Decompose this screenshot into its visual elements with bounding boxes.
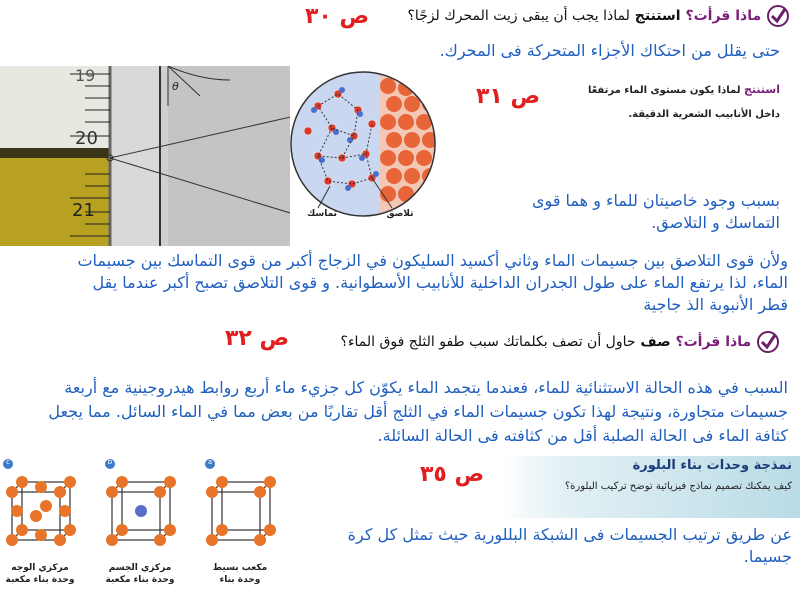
capillary-photo bbox=[0, 66, 290, 246]
answer-2-long bbox=[8, 250, 788, 316]
cell-letter-c: c bbox=[6, 458, 10, 466]
caption-body-centered bbox=[100, 562, 180, 586]
caption-face-centered-line2: وحدة بناء مكعبة bbox=[5, 575, 75, 585]
question-2-text-line2: داخل الأنابيب الشعرية الدقيقة. bbox=[628, 109, 780, 120]
scale-20: 20 bbox=[75, 128, 98, 149]
answer-4-line1: عن طريق ترتيب الجسيمات فى الشبكة البللورية حيث تمثل كل كرة bbox=[347, 525, 792, 544]
unit-cells-figure bbox=[0, 456, 290, 596]
answer-2-long-line2: الماء، لذا يرتفع الماء على طول الجدران الداخلية للأنابيب الأسطوانية. و قوى التلاصق تصبح أكبر عندما يقل bbox=[92, 273, 788, 292]
question-3-text: حاول أن تصف بكلماتك سبب طفو الثلج فوق الماء؟ bbox=[340, 334, 636, 350]
answer-4-line2: جسيما. bbox=[743, 547, 792, 566]
page-ref-35: ص ٣٥ bbox=[420, 462, 485, 487]
question-3 bbox=[300, 330, 780, 354]
answer-2-long-line3: قطر الأنبوبة الذ جاجية bbox=[643, 295, 788, 314]
caption-face-centered bbox=[0, 562, 80, 586]
scale-21: 21 bbox=[72, 200, 95, 221]
question-3-verb: صف bbox=[640, 334, 671, 350]
question-1 bbox=[370, 4, 790, 28]
caption-simple-cubic-line1: مكعب بسيط bbox=[212, 563, 268, 573]
lab-title: نمذجة وحدات بناء البلورة bbox=[632, 458, 792, 473]
page-ref-30: ص ٣٠ bbox=[305, 4, 370, 29]
theta-label: θ bbox=[172, 80, 179, 93]
caption-simple-cubic-line2: وحدة بناء bbox=[219, 575, 261, 585]
answer-3-line2: جسيمات متجاورة، ونتيجة لهذا تكون جسيمات الماء في الثلج أقل تقاربًا من بعض مما في الماء السائل. مما يجعل bbox=[48, 402, 788, 421]
checkmark-icon bbox=[766, 4, 790, 28]
cohesion-label: تماسك bbox=[306, 209, 338, 219]
answer-3 bbox=[2, 376, 788, 448]
lab-box bbox=[500, 456, 800, 518]
cell-letter-b: b bbox=[107, 458, 113, 466]
answer-4 bbox=[272, 524, 792, 568]
molecular-zoom-diagram bbox=[288, 66, 438, 226]
answer-2-short-line1: بسبب وجود خاصيتان للماء و هما قوى bbox=[532, 191, 780, 210]
cell-letter-a: a bbox=[207, 458, 213, 466]
answer-1: حتى يقلل من احتكاك الأجزاء المتحركة فى المحرك. bbox=[439, 41, 780, 60]
lab-question: كيف يمكنك تصميم نماذج فيزيائية توضح تركيب البلورة؟ bbox=[564, 481, 792, 492]
checkmark-icon bbox=[756, 330, 780, 354]
question-2-text-line1: لماذا يكون مستوى الماء مرتفعًا bbox=[588, 85, 741, 96]
page-ref-31: ص ٣١ bbox=[476, 84, 541, 109]
caption-body-centered-line2: وحدة بناء مكعبة bbox=[105, 575, 175, 585]
question-1-heading: ماذا قرأت؟ bbox=[685, 8, 762, 24]
question-1-text: لماذا يجب أن يبقى زيت المحرك لزجًا؟ bbox=[407, 8, 630, 24]
answer-3-line1: السبب في هذه الحالة الاستثنائية للماء، فعندما يتجمد الماء يكوّن كل جزيء ماء أربع روابط هيدروجينية مع أربعة bbox=[64, 378, 788, 397]
answer-2-short bbox=[450, 190, 780, 234]
answer-2-long-line1: ولأن قوى التلاصق بين جسيمات الماء وثاني أكسيد السليكون في الزجاج أكبر من قوى التماسك بين جسيمات bbox=[77, 251, 788, 270]
caption-face-centered-line1: مركزي الوجه bbox=[11, 563, 69, 573]
caption-body-centered-line1: مركزي الجسم bbox=[108, 563, 172, 573]
caption-simple-cubic bbox=[200, 562, 280, 586]
question-3-heading: ماذا قرأت؟ bbox=[675, 334, 752, 350]
scale-19: 19 bbox=[75, 66, 96, 85]
question-2 bbox=[580, 82, 780, 123]
page-ref-32: ص ٣٢ bbox=[225, 326, 290, 351]
question-2-verb: استنتج bbox=[744, 83, 780, 96]
adhesion-label: تلاصق bbox=[386, 209, 414, 219]
question-1-verb: استنتج bbox=[634, 8, 681, 24]
answer-3-line3: كثافة الماء فى الحالة الصلبة أقل من كثافته فى الحالة السائلة. bbox=[377, 426, 788, 445]
answer-2-short-line2: التماسك و التلاصق. bbox=[651, 213, 780, 232]
